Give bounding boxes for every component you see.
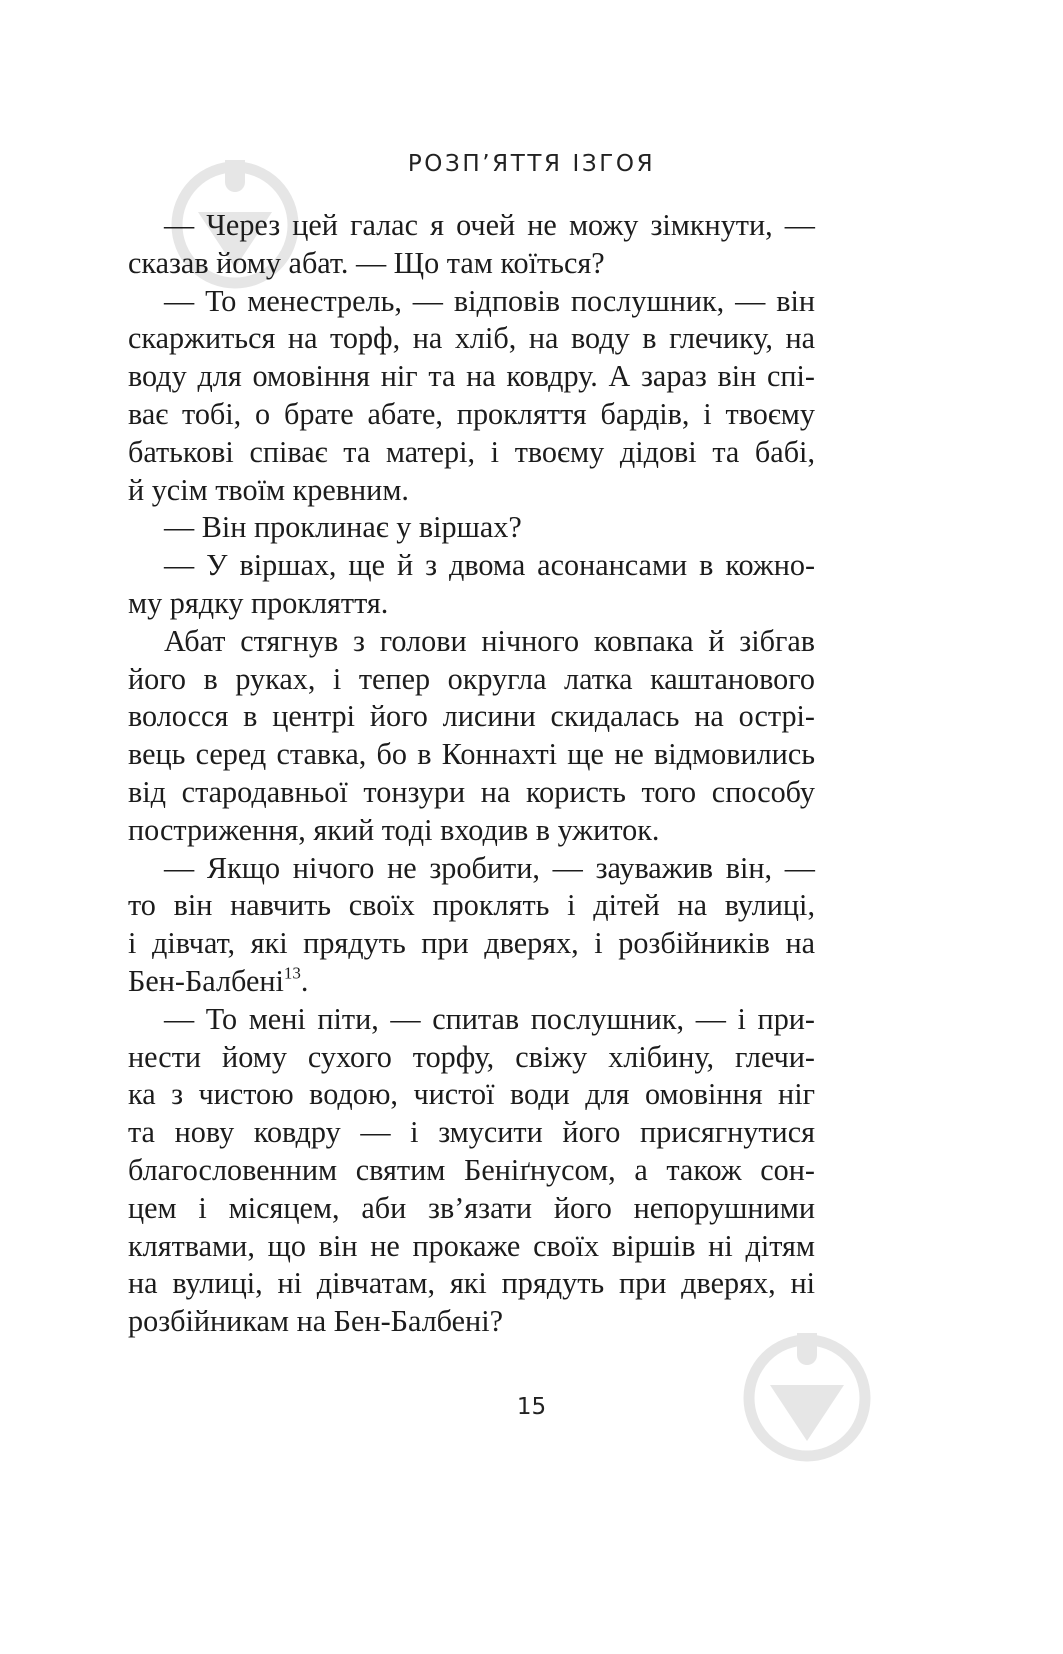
footnote-ref: 13 xyxy=(283,963,301,983)
text-line: та нову ковдру — і змусити його присягнутися xyxy=(128,1115,815,1150)
text-line: — Через цей галас я очей не можу зімкнути, — xyxy=(164,208,815,242)
text-line: цем і місяцем, аби зв’язати його непорушними xyxy=(128,1190,815,1225)
text-line: — У віршах, ще й з двома асонансами в кожно- xyxy=(164,548,815,583)
running-head: РОЗП’ЯТТЯ ІЗГОЯ xyxy=(407,151,656,177)
text-line: — Він проклинає у віршах? xyxy=(164,510,522,545)
text-line: розбійникам на Бен-Балбені? xyxy=(128,1304,503,1339)
text-line: му рядку прокляття. xyxy=(128,585,389,620)
body-text xyxy=(128,207,815,1341)
page-number: 15 xyxy=(516,1394,547,1420)
text-line: Абат стягнув з голови нічного ковпака й зібгав xyxy=(164,623,815,658)
text-line: — То менестрель, — відповів послушник, — він xyxy=(164,283,815,318)
text-line: скаржиться на торф, на хліб, на воду в глечику, на xyxy=(128,321,815,356)
text-line: клятвами, що він не прокаже своїх віршів ні дітям xyxy=(128,1228,815,1263)
text-line: на вулиці, ні дівчатам, які прядуть при дверях, ні xyxy=(128,1266,815,1301)
text-line: воду для омовіння ніг та на ковдру. А зараз він спі- xyxy=(128,359,815,394)
text-line: постриження, який тоді входив в ужиток. xyxy=(128,812,660,847)
text-line: й усім твоїм кревним. xyxy=(128,472,409,507)
text-line: нести йому сухого торфу, свіжу хлібину, глечи- xyxy=(128,1039,815,1074)
text-line: ває тобі, о брате абате, прокляття бардів, і твоєму xyxy=(128,396,815,431)
text-line: від стародавньої тонзури на користь того способу xyxy=(128,774,815,809)
text-line: його в руках, і тепер округла латка каштанового xyxy=(128,661,815,696)
text-line: вець серед ставка, бо в Коннахті ще не відмовились xyxy=(128,737,815,772)
text-line-content: Бен-Балбені xyxy=(128,963,284,998)
text-line: то він навчить своїх проклять і дітей на вулиці, xyxy=(128,888,815,923)
text-line: — То мені піти, — спитав послушник, — і при- xyxy=(164,1001,815,1036)
text-line: Бен-Балбені$^{13}$. xyxy=(128,963,309,998)
text-line: батькові співає та матері, і твоєму дідові та бабі, xyxy=(128,434,815,469)
text-line: сказав йому абат. — Що там коїться? xyxy=(128,245,605,280)
text-line: благословенним святим Беніґнусом, а також сон- xyxy=(128,1152,815,1187)
text-line: і дівчат, які прядуть при дверях, і розбійників на xyxy=(128,926,815,961)
text-line: волосся в центрі його лисини скидалась на острі- xyxy=(128,699,815,734)
text-line: — Якщо нічого не зробити, — зауважив він, — xyxy=(164,850,815,885)
text-line: ка з чистою водою, чистої води для омовіння ніг xyxy=(128,1077,815,1112)
